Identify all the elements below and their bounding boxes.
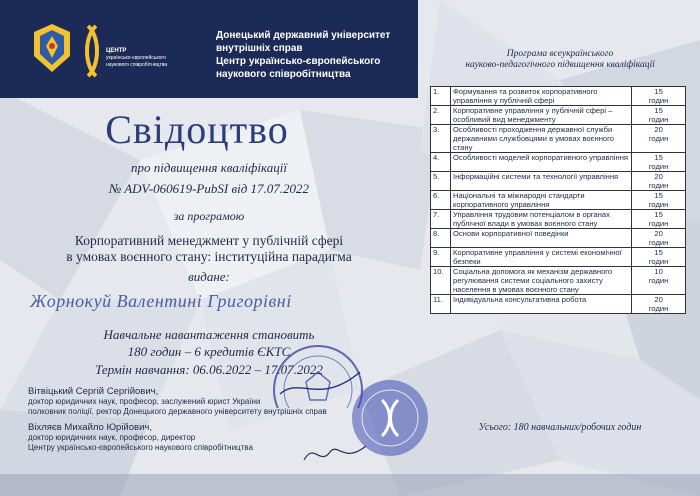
- module-hours-value: 15: [654, 191, 663, 200]
- module-title: Корпоративне управління у публічній сфері – особливий вид менеджменту: [450, 106, 631, 125]
- modules-table: [430, 86, 686, 314]
- table-row: [431, 87, 686, 106]
- module-title: Управління трудовим потенціалом в органах публічної влади в умовах воєнного стану: [450, 210, 631, 229]
- module-title: Основи корпоративної поведінки: [450, 229, 631, 248]
- university-name-line2: внутрішніх справ: [216, 43, 303, 54]
- module-number: 7.: [431, 210, 451, 229]
- module-hours-value: 15: [654, 210, 663, 219]
- centre-name-line2: наукового співробітництва: [216, 69, 351, 80]
- svg-text:наукового співробітництва: наукового співробітництва: [106, 62, 168, 68]
- module-hours-value: 15: [654, 153, 663, 162]
- module-hours: [632, 210, 686, 229]
- signatory-1-name: Вітвіцький Сергій Сергійович,: [28, 386, 159, 397]
- module-hours-unit: годин: [648, 96, 669, 105]
- table-row: [431, 191, 686, 210]
- university-name-line1: Донецький державний університет: [216, 30, 391, 41]
- module-title: Формування та розвиток корпоративного управління у публічній сфері: [450, 87, 631, 106]
- total-hours: Усього: 180 навчальних/робочих годин: [478, 422, 642, 433]
- module-hours: [632, 248, 686, 267]
- certificate-title: Свідоцтво: [105, 107, 289, 152]
- module-number: 9.: [431, 248, 451, 267]
- module-hours-unit: годин: [648, 257, 669, 266]
- module-hours-unit: годин: [648, 134, 669, 143]
- module-title: Особливості моделей корпоративного управління: [450, 153, 631, 172]
- svg-text:українсько-європейського: українсько-європейського: [106, 55, 166, 61]
- module-hours-value: 15: [654, 248, 663, 257]
- certificate-subtitle: про підвищення кваліфікації: [131, 160, 287, 175]
- module-hours-value: 20: [654, 172, 663, 181]
- module-number: 3.: [431, 125, 451, 153]
- program-title-line1: Корпоративний менеджмент у публічній сфері: [74, 233, 344, 248]
- module-hours: [632, 267, 686, 295]
- module-title: Корпоративне управління у системі економічної безпеки: [450, 248, 631, 267]
- table-row: [431, 267, 686, 295]
- module-title: Соціальна допомога як механізм державного регулювання системи соціального захисту населення в умовах воєнного стану: [450, 267, 631, 295]
- module-number: 8.: [431, 229, 451, 248]
- module-hours-unit: годин: [648, 219, 669, 228]
- header-title: [216, 29, 416, 81]
- program-heading-line1: Програма всеукраїнського: [506, 49, 614, 59]
- module-number: 5.: [431, 172, 451, 191]
- signatory-2-name: Віхляєв Михайло Юрійович,: [28, 422, 152, 433]
- load-line2: 180 годин – 6 кредитів ЄКТС: [127, 344, 291, 359]
- module-hours-unit: годин: [648, 200, 669, 209]
- table-row: [431, 248, 686, 267]
- module-hours: [632, 172, 686, 191]
- module-hours: [632, 229, 686, 248]
- table-row: [431, 229, 686, 248]
- module-hours-unit: годин: [648, 276, 669, 285]
- module-hours-unit: годин: [648, 162, 669, 171]
- module-hours-value: 10: [654, 267, 663, 276]
- centre-logo-icon: [87, 26, 97, 76]
- module-hours: [632, 295, 686, 314]
- program-title-line2: в умовах воєнного стану: інституційна парадигма: [66, 249, 352, 264]
- module-title: Особливості проходження державної служби державними службовцями в умовах воєнного стану: [450, 125, 631, 153]
- program-heading-line2: науково-педагогічного підвищення кваліфікації: [465, 60, 655, 70]
- module-hours: [632, 106, 686, 125]
- module-number: 1.: [431, 87, 451, 106]
- load-line1: Навчальне навантаження становить: [103, 327, 315, 342]
- table-row: [431, 106, 686, 125]
- centre-stamp-icon: [350, 378, 430, 458]
- module-title: Індивідуальна консультативна робота: [450, 295, 631, 314]
- module-number: 2.: [431, 106, 451, 125]
- study-term: Термін навчання: 06.06.2022 – 17.07.2022: [95, 362, 323, 377]
- program-panel: [420, 0, 700, 496]
- module-hours-value: 15: [654, 106, 663, 115]
- signatory-1-line2: полковник поліції, ректор Донецького державного університету внутрішніх справ: [28, 407, 327, 416]
- table-row: [431, 153, 686, 172]
- module-hours-unit: годин: [648, 304, 669, 313]
- table-row: [431, 172, 686, 191]
- module-hours: [632, 87, 686, 106]
- module-hours-unit: годин: [648, 238, 669, 247]
- module-title: Національні та міжнародні стандарти корпоративного управління: [450, 191, 631, 210]
- module-hours-value: 15: [654, 87, 663, 96]
- table-row: [431, 295, 686, 314]
- program-heading: [420, 49, 700, 71]
- recipient-name: Жорнокуй Валентині Григорівні: [30, 291, 292, 311]
- signatory-2: [28, 422, 253, 453]
- module-hours-unit: годин: [648, 115, 669, 124]
- issued-label: видане:: [188, 269, 230, 284]
- signatory-2-line1: доктор юридичних наук, професор, директор: [28, 433, 196, 442]
- logos: [30, 22, 200, 80]
- signatory-1-line1: доктор юридичних наук, професор, заслужений юрист України: [28, 397, 261, 406]
- centre-name-line1: Центр українсько-європейського: [216, 56, 381, 67]
- program-label: за програмою: [173, 209, 245, 223]
- university-emblem-icon: [34, 24, 70, 72]
- certificate-number: № ADV-060619-PubSI від 17.07.2022: [108, 181, 310, 196]
- certificate-body: [0, 98, 420, 496]
- module-hours: [632, 153, 686, 172]
- module-title: Інформаційні системи та технології управління: [450, 172, 631, 191]
- module-number: 11.: [431, 295, 451, 314]
- table-row: [431, 210, 686, 229]
- module-number: 6.: [431, 191, 451, 210]
- certificate-header: [0, 0, 418, 98]
- module-number: 10.: [431, 267, 451, 295]
- module-hours: [632, 191, 686, 210]
- module-hours-unit: годин: [648, 181, 669, 190]
- module-number: 4.: [431, 153, 451, 172]
- module-hours-value: 20: [654, 229, 663, 238]
- module-hours: [632, 125, 686, 153]
- signatory-2-line2: Центру українсько-європейського наукового співробітництва: [28, 443, 253, 452]
- svg-text:ЦЕНТР: ЦЕНТР: [106, 48, 127, 54]
- module-hours-value: 20: [654, 295, 663, 304]
- module-hours-value: 20: [654, 125, 663, 134]
- table-row: [431, 125, 686, 153]
